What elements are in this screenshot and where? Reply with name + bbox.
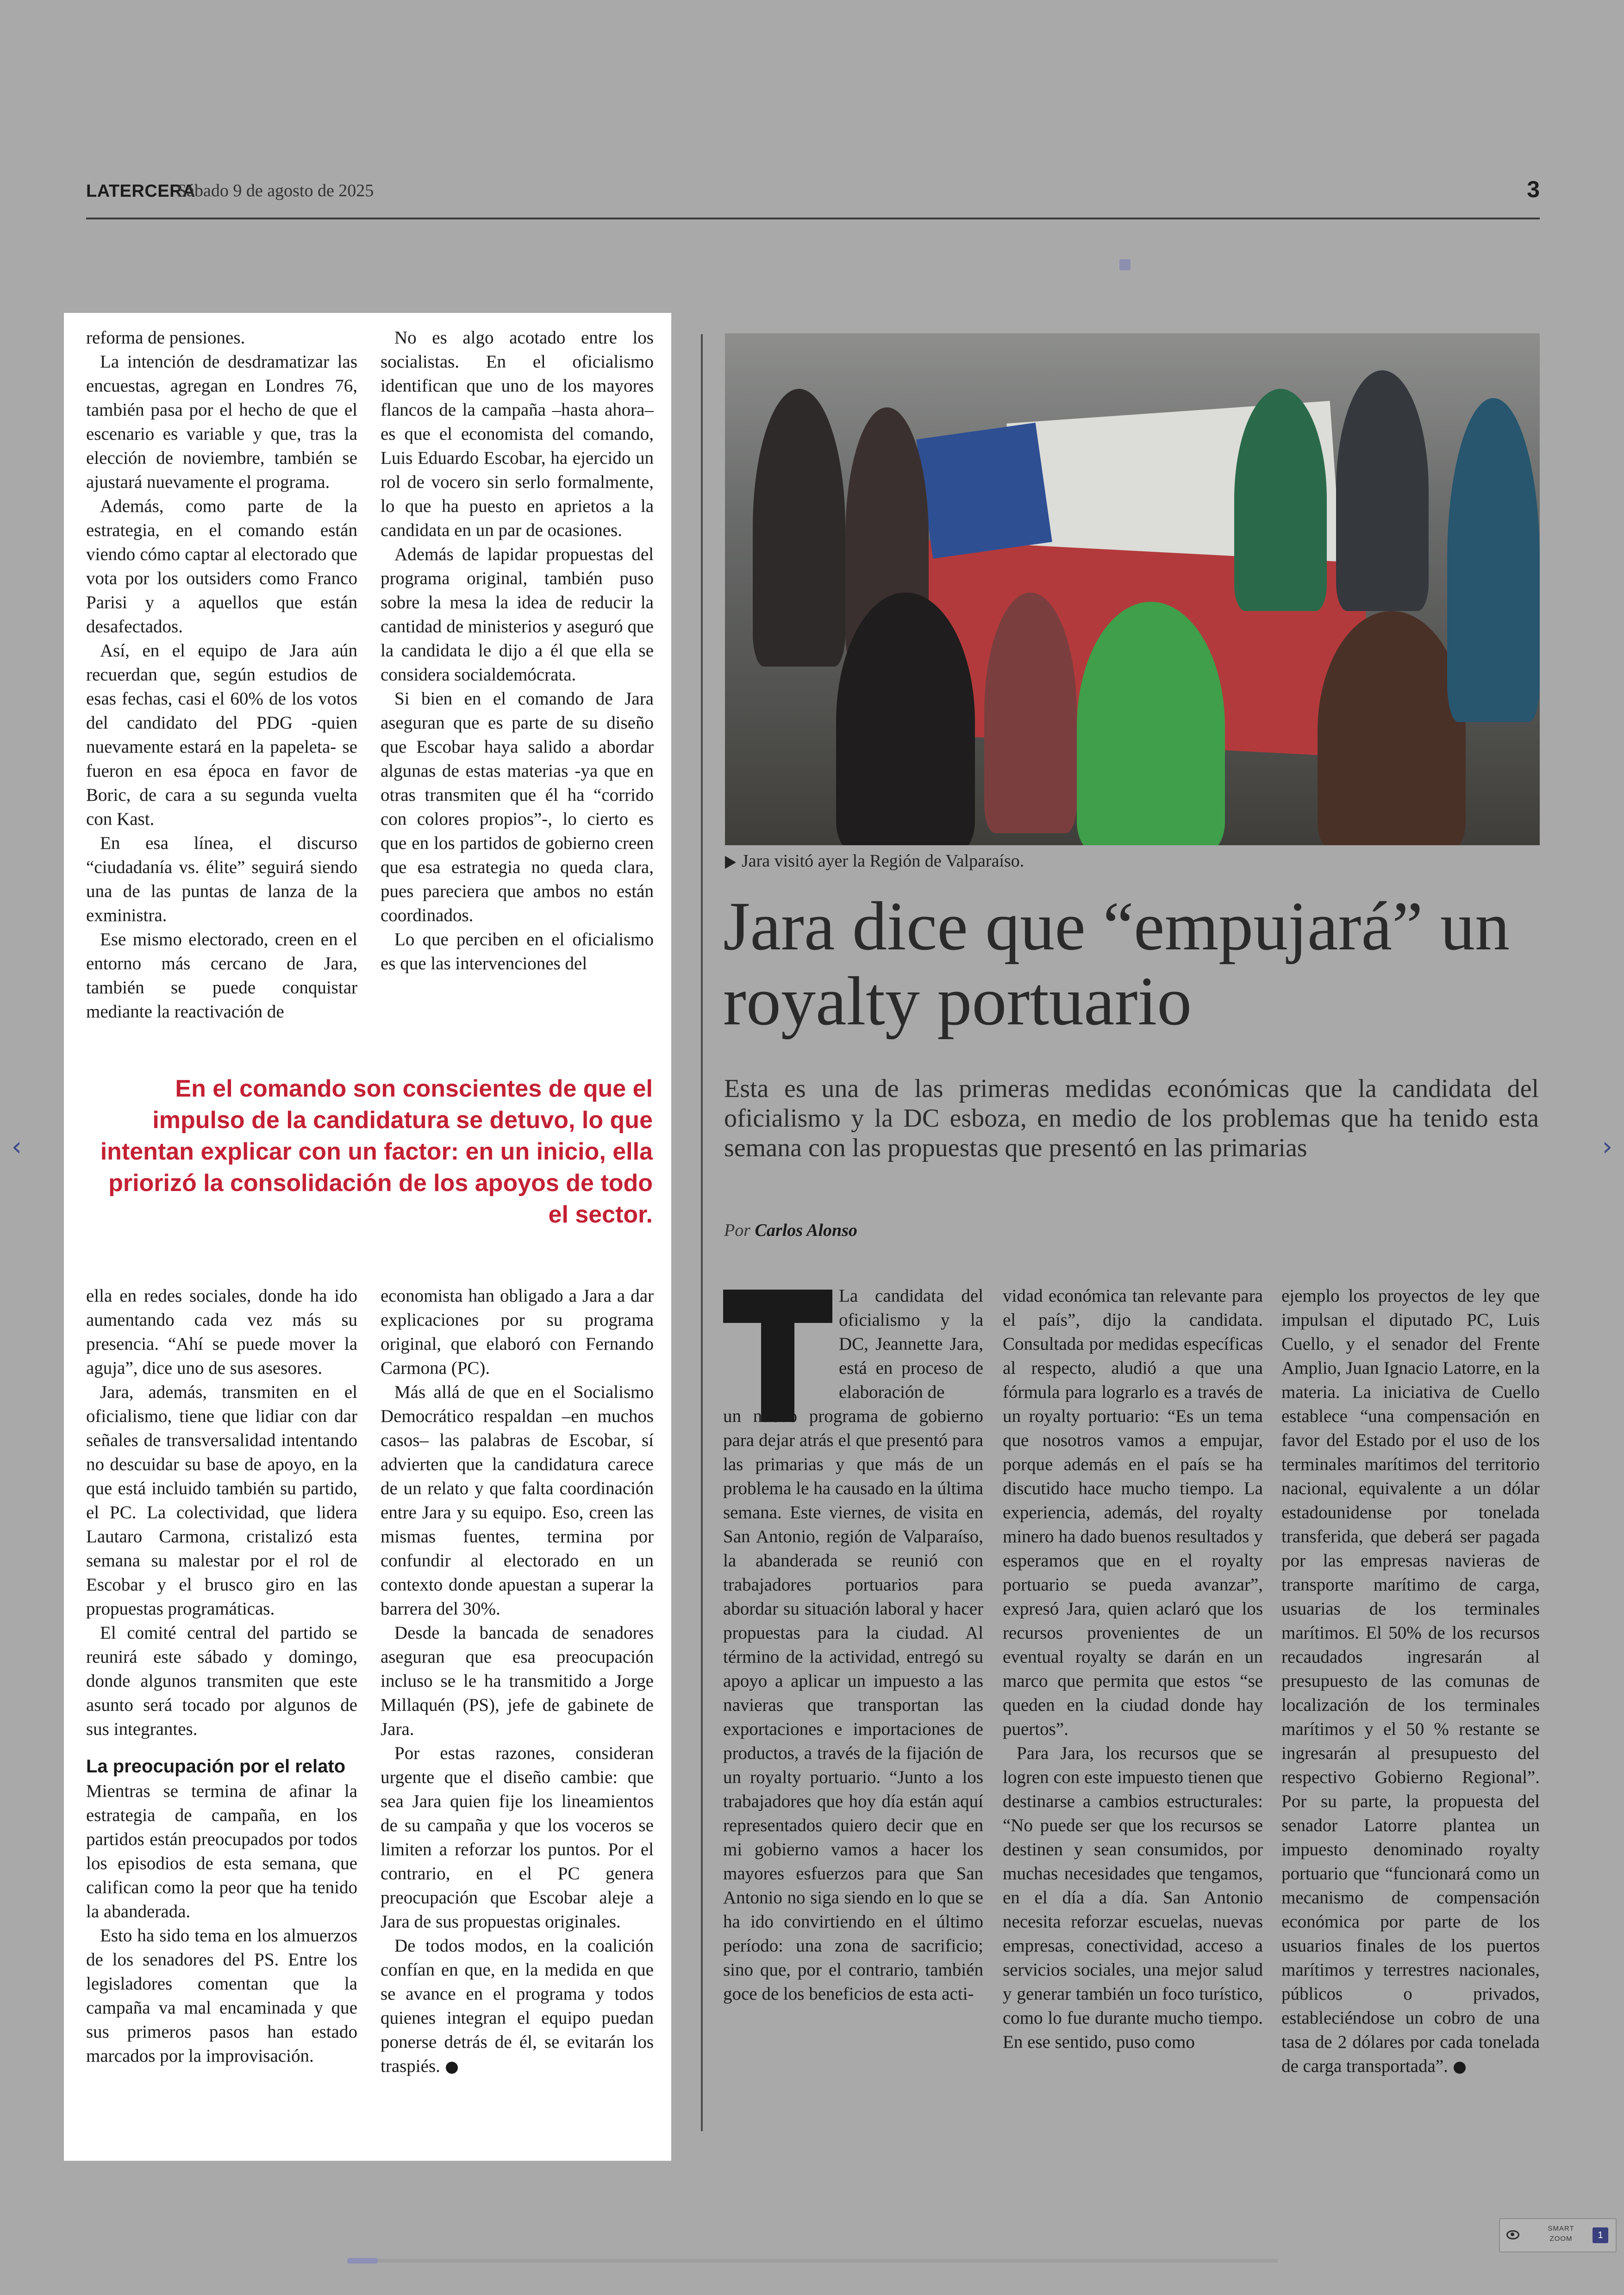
smart-zoom-toggle[interactable]: 1 bbox=[1593, 2227, 1608, 2243]
paragraph: Además, como parte de la estrategia, en el comando están viendo cómo captar al electorado que vota por los outsiders como Franco Parisi y a aquellos que están desafectados. bbox=[86, 496, 357, 636]
paragraph: Más allá de que en el Socialismo Democrático respaldan –en muchos casos– las palabras de Escobar, sí advierten que la candidatura carece de un relato y que falta coordinación entre Jara y su equipo. Eso, creen las mismas fuentes, termina por confundir al electorado en un contexto donde apuestan a superar la barrera del 30%. bbox=[381, 1382, 654, 1619]
paragraph-text: De todos modos, en la coalición confían en que, en la medida en que se avance en el programa y todos quienes integran el equipo puedan ponerse detrás de él, se evitarán los traspiés. bbox=[381, 1936, 654, 2076]
lead-paragraph: La candidata del oficialismo y la DC, Jeannette Jara, está en proceso de elaboración de bbox=[839, 1286, 983, 1402]
page-scrubber[interactable] bbox=[347, 2259, 1278, 2263]
page-number: 3 bbox=[1527, 176, 1540, 202]
next-page-chevron-icon[interactable]: › bbox=[1602, 1132, 1613, 1162]
smart-zoom-button[interactable] bbox=[1499, 2218, 1617, 2252]
article-column bbox=[86, 326, 357, 1048]
crowd-figure bbox=[1234, 389, 1327, 611]
paragraph: Ese mismo electorado, creen en el entorno más cercano de Jara, también se puede conquistar mediante la reactivación de bbox=[86, 929, 357, 1022]
crowd-figure bbox=[1318, 611, 1466, 845]
article-photo[interactable] bbox=[725, 333, 1540, 845]
previous-page-chevron-icon[interactable]: ‹ bbox=[11, 1132, 22, 1162]
masthead bbox=[86, 176, 1540, 219]
article-headline: Jara dice que “empujará” un royalty portuario bbox=[723, 888, 1510, 1040]
smart-zoom-label: SMART ZOOM bbox=[1548, 2225, 1574, 2243]
article-deck: Esta es una de las primeras medidas económicas que la candidata del oficialismo y la DC esboza, en medio de los problemas que ha tenido esta semana con las propuestas que presentó en las primarias bbox=[724, 1074, 1539, 1162]
section-subhead: La preocupación por el relato bbox=[86, 1756, 346, 1777]
caption-text: Jara visitó ayer la Región de Valparaíso. bbox=[742, 851, 1024, 871]
paragraph: No es algo acotado entre los socialistas. En el oficialismo identifican que uno de los mayores flancos de la campaña –hasta ahora– es que el economista del comando, Luis Eduardo Escobar, ha ejercido un rol de vocero sin serlo formalmente, lo que ha puesto en aprietos a la candidata en un par de ocasiones. bbox=[381, 328, 654, 540]
article-byline bbox=[724, 1220, 857, 1241]
paragraph: reforma de pensiones. bbox=[86, 328, 245, 348]
article-column bbox=[1281, 1284, 1540, 2136]
caption-triangle-icon bbox=[725, 856, 736, 869]
crowd-figure bbox=[1336, 370, 1429, 611]
paragraph: Además de lapidar propuestas del programa original, también puso sobre la mesa la idea de reducir la cantidad de ministerios y aseguró que la candidata le dijo a él que ella se considera socialdemócrata. bbox=[381, 544, 654, 685]
paragraph: Lo que perciben en el oficialismo es que las intervenciones del bbox=[381, 929, 654, 973]
article-column bbox=[86, 1284, 357, 2127]
crowd-figure bbox=[984, 592, 1077, 833]
paragraph: economista han obligado a Jara a dar explicaciones por su programa original, que elaboró con Fernando Carmona (PC). bbox=[381, 1286, 654, 1378]
paragraph: En esa línea, el discurso “ciudadanía vs. élite” seguirá siendo una de las puntas de lanza de la exministra. bbox=[86, 833, 357, 925]
paragraph-text: ejemplo los proyectos de ley que impulsan el diputado PC, Luis Cuello, y el senador del Frente Amplio, Juan Ignacio Latorre, en la materia. La iniciativa de Cuello establece “una compensación en favor del Estado por el uso de los terminales marítimos del territorio nacional, equivalente a un dólar estadounidense por tonelada transferida, que deberá ser pagada por las empresas navieras de transporte marítimo de carga, usuarias de los terminales marítimos. El 50% de los recursos recaudados ingresarán al presupuesto de las comunas de localización de los terminales marítimos y el 50 % restante se ingresarán al presupuesto del respectivo Gobierno Regional”. Por su parte, la propuesta del senador Latorre plantea un impuesto denominado royalty portuario que “funcionará como un mecanismo de compensación económica por parte de los usuarios finales de los puertos marítimos y terrestres nacionales, públicos o privados, estableciéndose un cobro de una tasa de 2 dólares por cada tonelada de carga transportada”. bbox=[1281, 1286, 1540, 2076]
paragraph bbox=[1281, 1284, 1540, 2078]
article-column bbox=[381, 326, 654, 1048]
scrubber-thumb[interactable] bbox=[347, 2258, 378, 2264]
bookmark-marker-icon[interactable] bbox=[1119, 259, 1131, 270]
paragraph: La intención de desdramatizar las encuestas, agregan en Londres 76, también pasa por el hecho de que el escenario es variable y que, tras la elección de noviembre, también se ajustará nuevamente el programa. bbox=[86, 352, 357, 492]
eye-icon bbox=[1506, 2230, 1519, 2239]
photo-caption bbox=[725, 851, 1540, 871]
crowd-figure bbox=[836, 592, 975, 845]
crowd-figure bbox=[1447, 398, 1540, 722]
paragraph: vidad económica tan relevante para el país”, dijo la candidata. Consultada por medidas específicas al respecto, aludió a que una fórmula para lograrlo es a través de un royalty portuario: “Es un tema que nosotros vamos a empujar, porque además en el país se ha discutido hace mucho tiempo. La experiencia, además, del royalty minero ha dado buenos resultados y esperamos que en el royalty portuario se pueda avanzar”, expresó Jara, quien aclaró que los recursos provenientes de un eventual royalty se darán en un marco que permita que estos “se queden en la ciudad donde hay puertos”. bbox=[1003, 1286, 1263, 1739]
paragraph: El comité central del partido se reunirá este sábado y domingo, donde algunos transmiten que este asunto será tocado por algunos de sus integrantes. bbox=[86, 1623, 357, 1739]
pull-quote: En el comando son conscientes de que el impulso de la candidatura se detuvo, lo que intentan explicar con un factor: en un inicio, ella priorizó la consolidación de los apoyos de todo el sector. bbox=[100, 1075, 653, 1228]
paragraph: Mientras se termina de afinar la estrategia de campaña, en los partidos están preocupados por todos los episodios de esta semana, que califican como la peor que ha tenido la abanderada. bbox=[86, 1781, 357, 1921]
paragraph: Para Jara, los recursos que se logren con este impuesto tienen que destinarse a cambios estructurales: “No puede ser que los recursos se destinen y sean consumidos, por muchas necesidades que tengamos, en el día a día. San Antonio necesita reforzar escuelas, nuevas empresas, conectividad, acceso a servicios sociales, una mejor salud y generar también un foco turístico, como lo fue durante mucho tiempo. En ese sentido, puso como bbox=[1003, 1743, 1263, 2052]
byline-author: Carlos Alonso bbox=[755, 1221, 857, 1240]
paragraph: Desde la bancada de senadores aseguran que esa preocupación incluso se le ha transmitido a Jorge Millaquén (PS), jefe de gabinete de Jara. bbox=[381, 1623, 654, 1739]
paragraph bbox=[381, 1934, 654, 2078]
paragraph: Por estas razones, consideran urgente que el diseño cambie: que sea Jara quien fije los lineamientos de su campaña y que los voceros se limiten a reforzar los puntos. Por el contrario, en el PC genera preocupación que Escobar aleje a Jara de sus propuestas originales. bbox=[381, 1743, 654, 1932]
crowd-figure bbox=[1077, 602, 1225, 845]
article-column bbox=[1003, 1284, 1263, 2136]
paragraph: ella en redes sociales, donde ha ido aumentando cada vez más su presencia. “Ahí se puede mover la aguja”, dice uno de sus asesores. bbox=[86, 1286, 357, 1378]
byline-prefix: Por bbox=[724, 1221, 750, 1240]
crowd-figure bbox=[753, 389, 845, 667]
article-column bbox=[381, 1284, 654, 2127]
paragraph: Si bien en el comando de Jara aseguran que es parte de su diseño que Escobar haya salido a abordar algunas de estas materias -ya que en otras transmiten que él ha “corrido con colores propios”-, lo cierto es que en los partidos de gobierno creen que esa estrategia no queda clara, pues pareciera que ambos no están coordinados. bbox=[381, 689, 654, 925]
column-divider bbox=[701, 334, 703, 2131]
article-column bbox=[723, 1284, 983, 2136]
newspaper-brand: LATERCERA bbox=[86, 181, 196, 201]
paragraph: Jara, además, transmiten en el oficialismo, tiene que lidiar con dar señales de transversalidad intentando no descuidar su base de apoyo, en la que está incluido también su partido, el PC. La colectividad, que lidera Lautaro Carmona, cristalizó esta semana su malestar por el rol de Escobar y el brusco giro en las propuestas programáticas. bbox=[86, 1382, 357, 1619]
paragraph: un nuevo programa de gobierno para dejar atrás el que presentó para las primarias y que más de un problema le ha causado en la última semana. Este viernes, de visita en San Antonio, región de Valparaíso, la abanderada se reunió con trabajadores portuarios para abordar su situación laboral y hacer propuestas para la ciudad. Al término de la actividad, entregó su apoyo a aplicar un impuesto a las navieras que transportan las exportaciones e importaciones de productos, a través de la fijación de un royalty portuario. “Junto a los trabajadores que hoy día están aquí representados quiero decir que en mi gobierno vamos a hacer los mayores esfuerzos para que San Antonio no siga siendo en lo que se ha ido convirtiendo en el último período: una zona de sacrificio; sino que, por el contrario, también goce de los beneficios de esta acti- bbox=[723, 1406, 983, 2004]
paragraph: Así, en el equipo de Jara aún recuerdan que, según estudios de esas fechas, casi el 60% de los votos del candidato del PDG -quien nuevamente estará en la papeleta- se fueron en esa época en favor de Boric, de cara a su segunda vuelta con Kast. bbox=[86, 641, 357, 829]
end-mark-icon bbox=[446, 2062, 458, 2074]
flag-shape bbox=[916, 423, 1052, 559]
end-mark-icon bbox=[1454, 2062, 1466, 2074]
issue-date: Sábado 9 de agosto de 2025 bbox=[177, 181, 374, 200]
paragraph: Esto ha sido tema en los almuerzos de los senadores del PS. Entre los legisladores comentan que la campaña va mal encaminada y que sus primeros pasos han estado marcados por la improvisación. bbox=[86, 1926, 357, 2066]
